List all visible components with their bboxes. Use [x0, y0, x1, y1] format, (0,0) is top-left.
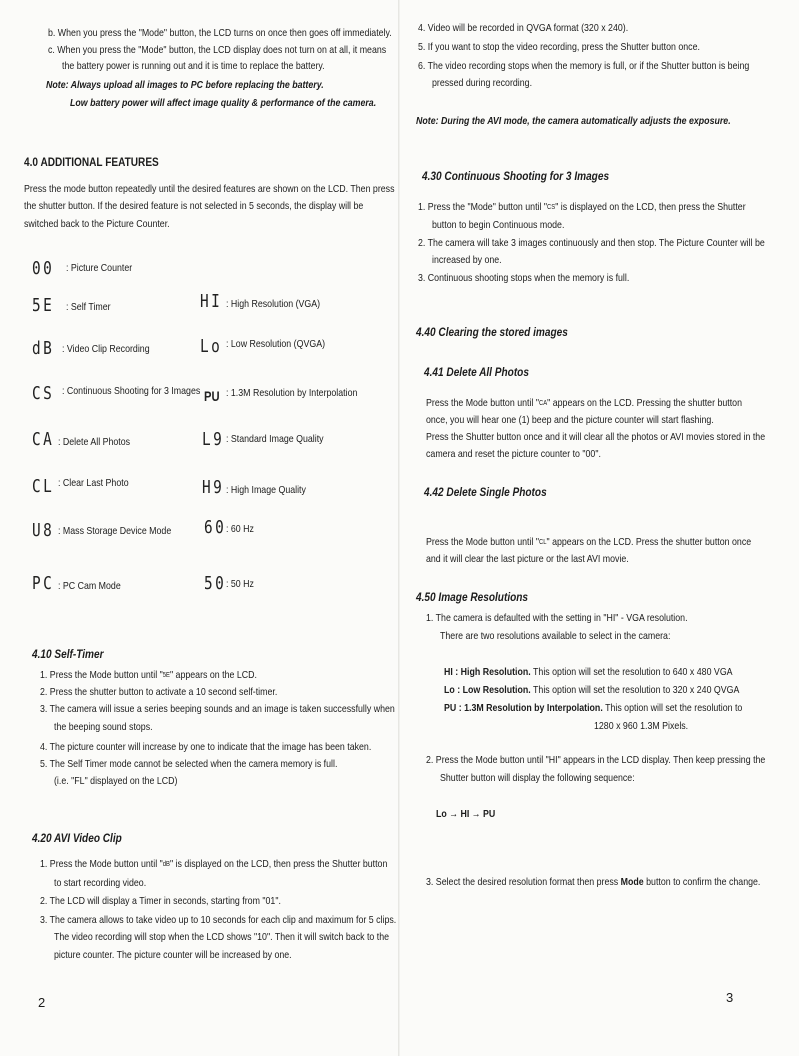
intro-item-b: b. When you press the "Mode" button, the LCD turns on once then goes off immediately.	[48, 27, 392, 39]
delete-single-line-2: and it will clear the last picture or the last AVI movie.	[426, 553, 629, 565]
mode-label: : Self Timer	[66, 301, 111, 313]
resolutions-step-3: 3. Select the desired resolution format then press Mode button to confirm the change.	[426, 876, 761, 888]
self-timer-step-4: 4. The picture counter will increase by one to indicate that the image has been taken.	[40, 741, 372, 753]
continuous-step-1: 1. Press the "Mode" button until "$^{CS}$" is displayed on the LCD, then press the Shutter	[418, 201, 746, 213]
resolutions-step-2: 2. Press the Mode button until "HI" appears in the LCD display. Then keep pressing the	[426, 754, 766, 766]
delete-single-title: 4.42 Delete Single Photos	[424, 485, 547, 499]
resolution-option-lo: Lo : Low Resolution. This option will set the resolution to 320 x 240 QVGA	[444, 684, 740, 696]
exposure-note: Note: During the AVI mode, the camera automatically adjusts the exposure.	[416, 115, 731, 127]
mode-label: : Delete All Photos	[58, 436, 131, 448]
lcd-code: PC	[32, 573, 55, 594]
lcd-code: 60	[204, 517, 227, 538]
intro-item-c: c. When you press the "Mode" button, the LCD display does not turn on at all, it means	[48, 44, 387, 56]
self-timer-title: 4.10 Self-Timer	[32, 647, 104, 661]
continuous-step-2-cont: increased by one.	[432, 254, 502, 266]
avi-clip-step-2: 2. The LCD will display a Timer in seconds, starting from "01".	[40, 895, 281, 907]
resolution-option-pu-cont: 1280 x 960 1.3M Pixels.	[594, 720, 689, 732]
avi-clip-step-3-cont-2: picture counter. The picture counter will be increased by one.	[54, 949, 292, 961]
avi-step-5: 5. If you want to stop the video recording, press the Shutter button once.	[418, 41, 700, 53]
self-timer-step-3-cont: the beeping sound stops.	[54, 721, 153, 733]
lcd-code: PU	[204, 388, 220, 404]
mode-label: : Standard Image Quality	[226, 433, 324, 445]
lcd-code: 5E	[32, 295, 55, 316]
page-number: 3	[726, 990, 734, 1005]
delete-all-line-2: once, you will hear one (1) beep and the picture counter will start flashing.	[426, 414, 714, 426]
self-timer-step-5-cont: (i.e. "FL" displayed on the LCD)	[54, 775, 178, 787]
right-page	[400, 0, 799, 1056]
self-timer-step-3: 3. The camera will issue a series beeping sounds and an image is taken successfully when	[40, 703, 395, 715]
lcd-code: CA	[32, 429, 55, 450]
lcd-code: Lo	[200, 336, 223, 357]
avi-clip-step-1: 1. Press the Mode button until "$^{dB}$" is displayed on the LCD, then press the Shutter button	[40, 858, 388, 870]
avi-clip-step-3: 3. The camera allows to take video up to 10 seconds for each clip and maximum for 5 clips.	[40, 914, 397, 926]
page-number: 2	[38, 995, 46, 1010]
section-intro-line-1: Press the mode button repeatedly until the desired features are shown on the LCD. Then press	[24, 183, 395, 195]
delete-single-line-1: Press the Mode button until "$^{CL}$" appears on the LCD. Press the shutter button once	[426, 536, 752, 548]
mode-label: : Continuous Shooting for 3 Images	[62, 385, 201, 397]
battery-note-cont: Low battery power will affect image quality & performance of the camera.	[70, 97, 377, 109]
avi-step-4: 4. Video will be recorded in QVGA format (320 x 240).	[418, 22, 629, 34]
continuous-title: 4.30 Continuous Shooting for 3 Images	[422, 169, 610, 183]
mode-label: : High Image Quality	[226, 484, 306, 496]
lcd-code: 50	[204, 573, 227, 594]
resolution-sequence: Lo → HI → PU	[436, 808, 496, 820]
mode-label: : Mass Storage Device Mode	[58, 525, 172, 537]
mode-label: : 50 Hz	[226, 578, 254, 590]
lcd-code: HI	[200, 291, 223, 312]
lcd-code: CL	[32, 476, 55, 497]
resolution-option-pu: PU : 1.3M Resolution by Interpolation. This option will set the resolution to	[444, 702, 743, 714]
section-title: 4.0 ADDITIONAL FEATURES	[24, 155, 159, 169]
avi-step-6-cont: pressed during recording.	[432, 77, 533, 89]
section-intro-line-2: the shutter button. If the desired feature is not selected in 5 seconds, the display will be	[24, 200, 364, 212]
intro-item-c-cont: the battery power is running out and it is time to replace the battery.	[62, 60, 325, 72]
self-timer-step-1: 1. Press the Mode button until "$^{5E}$" appears on the LCD.	[40, 669, 257, 681]
continuous-step-1-cont: button to begin Continuous mode.	[432, 219, 565, 231]
continuous-step-3: 3. Continuous shooting stops when the memory is full.	[418, 272, 630, 284]
delete-all-line-3: Press the Shutter button once and it will clear all the photos or AVI movies stored in the	[426, 431, 766, 443]
delete-all-line-1: Press the Mode button until "$^{CA}$" appears on the LCD. Pressing the shutter button	[426, 397, 742, 409]
lcd-code: U8	[32, 520, 55, 541]
delete-all-line-4: camera and reset the picture counter to "00".	[426, 448, 601, 460]
avi-clip-title: 4.20 AVI Video Clip	[32, 831, 122, 845]
avi-step-6: 6. The video recording stops when the memory is full, or if the Shutter button is being	[418, 60, 750, 72]
avi-clip-step-1-cont: to start recording video.	[54, 877, 147, 889]
mode-label: : Picture Counter	[66, 262, 133, 274]
lcd-code: 00	[32, 258, 55, 279]
battery-note: Note: Always upload all images to PC before replacing the battery.	[46, 79, 324, 91]
mode-label: : High Resolution (VGA)	[226, 298, 321, 310]
resolutions-step-1: 1. The camera is defaulted with the setting in "HI" - VGA resolution.	[426, 612, 688, 624]
avi-clip-step-3-cont: The video recording will stop when the LCD shows "10". Then it will switch back to the	[54, 931, 390, 943]
lcd-code: L9	[202, 429, 225, 450]
lcd-code: CS	[32, 383, 55, 404]
mode-label: : 60 Hz	[226, 523, 254, 535]
delete-all-title: 4.41 Delete All Photos	[424, 365, 529, 379]
mode-label: : PC Cam Mode	[58, 580, 121, 592]
resolutions-step-2-cont: Shutter button will display the following sequence:	[440, 772, 635, 784]
resolution-option-hi: HI : High Resolution. This option will set the resolution to 640 x 480 VGA	[444, 666, 733, 678]
lcd-code: dB	[32, 338, 55, 359]
resolutions-title: 4.50 Image Resolutions	[416, 590, 529, 604]
mode-label: : Video Clip Recording	[62, 343, 150, 355]
resolutions-step-1-cont: There are two resolutions available to select in the camera:	[440, 630, 671, 642]
mode-label: : Low Resolution (QVGA)	[226, 338, 326, 350]
clearing-title: 4.40 Clearing the stored images	[416, 325, 568, 339]
self-timer-step-5: 5. The Self Timer mode cannot be selected when the camera memory is full.	[40, 758, 338, 770]
mode-label: : 1.3M Resolution by Interpolation	[226, 387, 358, 399]
self-timer-step-2: 2. Press the shutter button to activate a 10 second self-timer.	[40, 686, 278, 698]
lcd-code: H9	[202, 477, 225, 498]
mode-label: : Clear Last Photo	[58, 477, 129, 489]
continuous-step-2: 2. The camera will take 3 images continuously and then stop. The Picture Counter will be	[418, 237, 765, 249]
section-intro-line-3: switched back to the Picture Counter.	[24, 218, 170, 230]
